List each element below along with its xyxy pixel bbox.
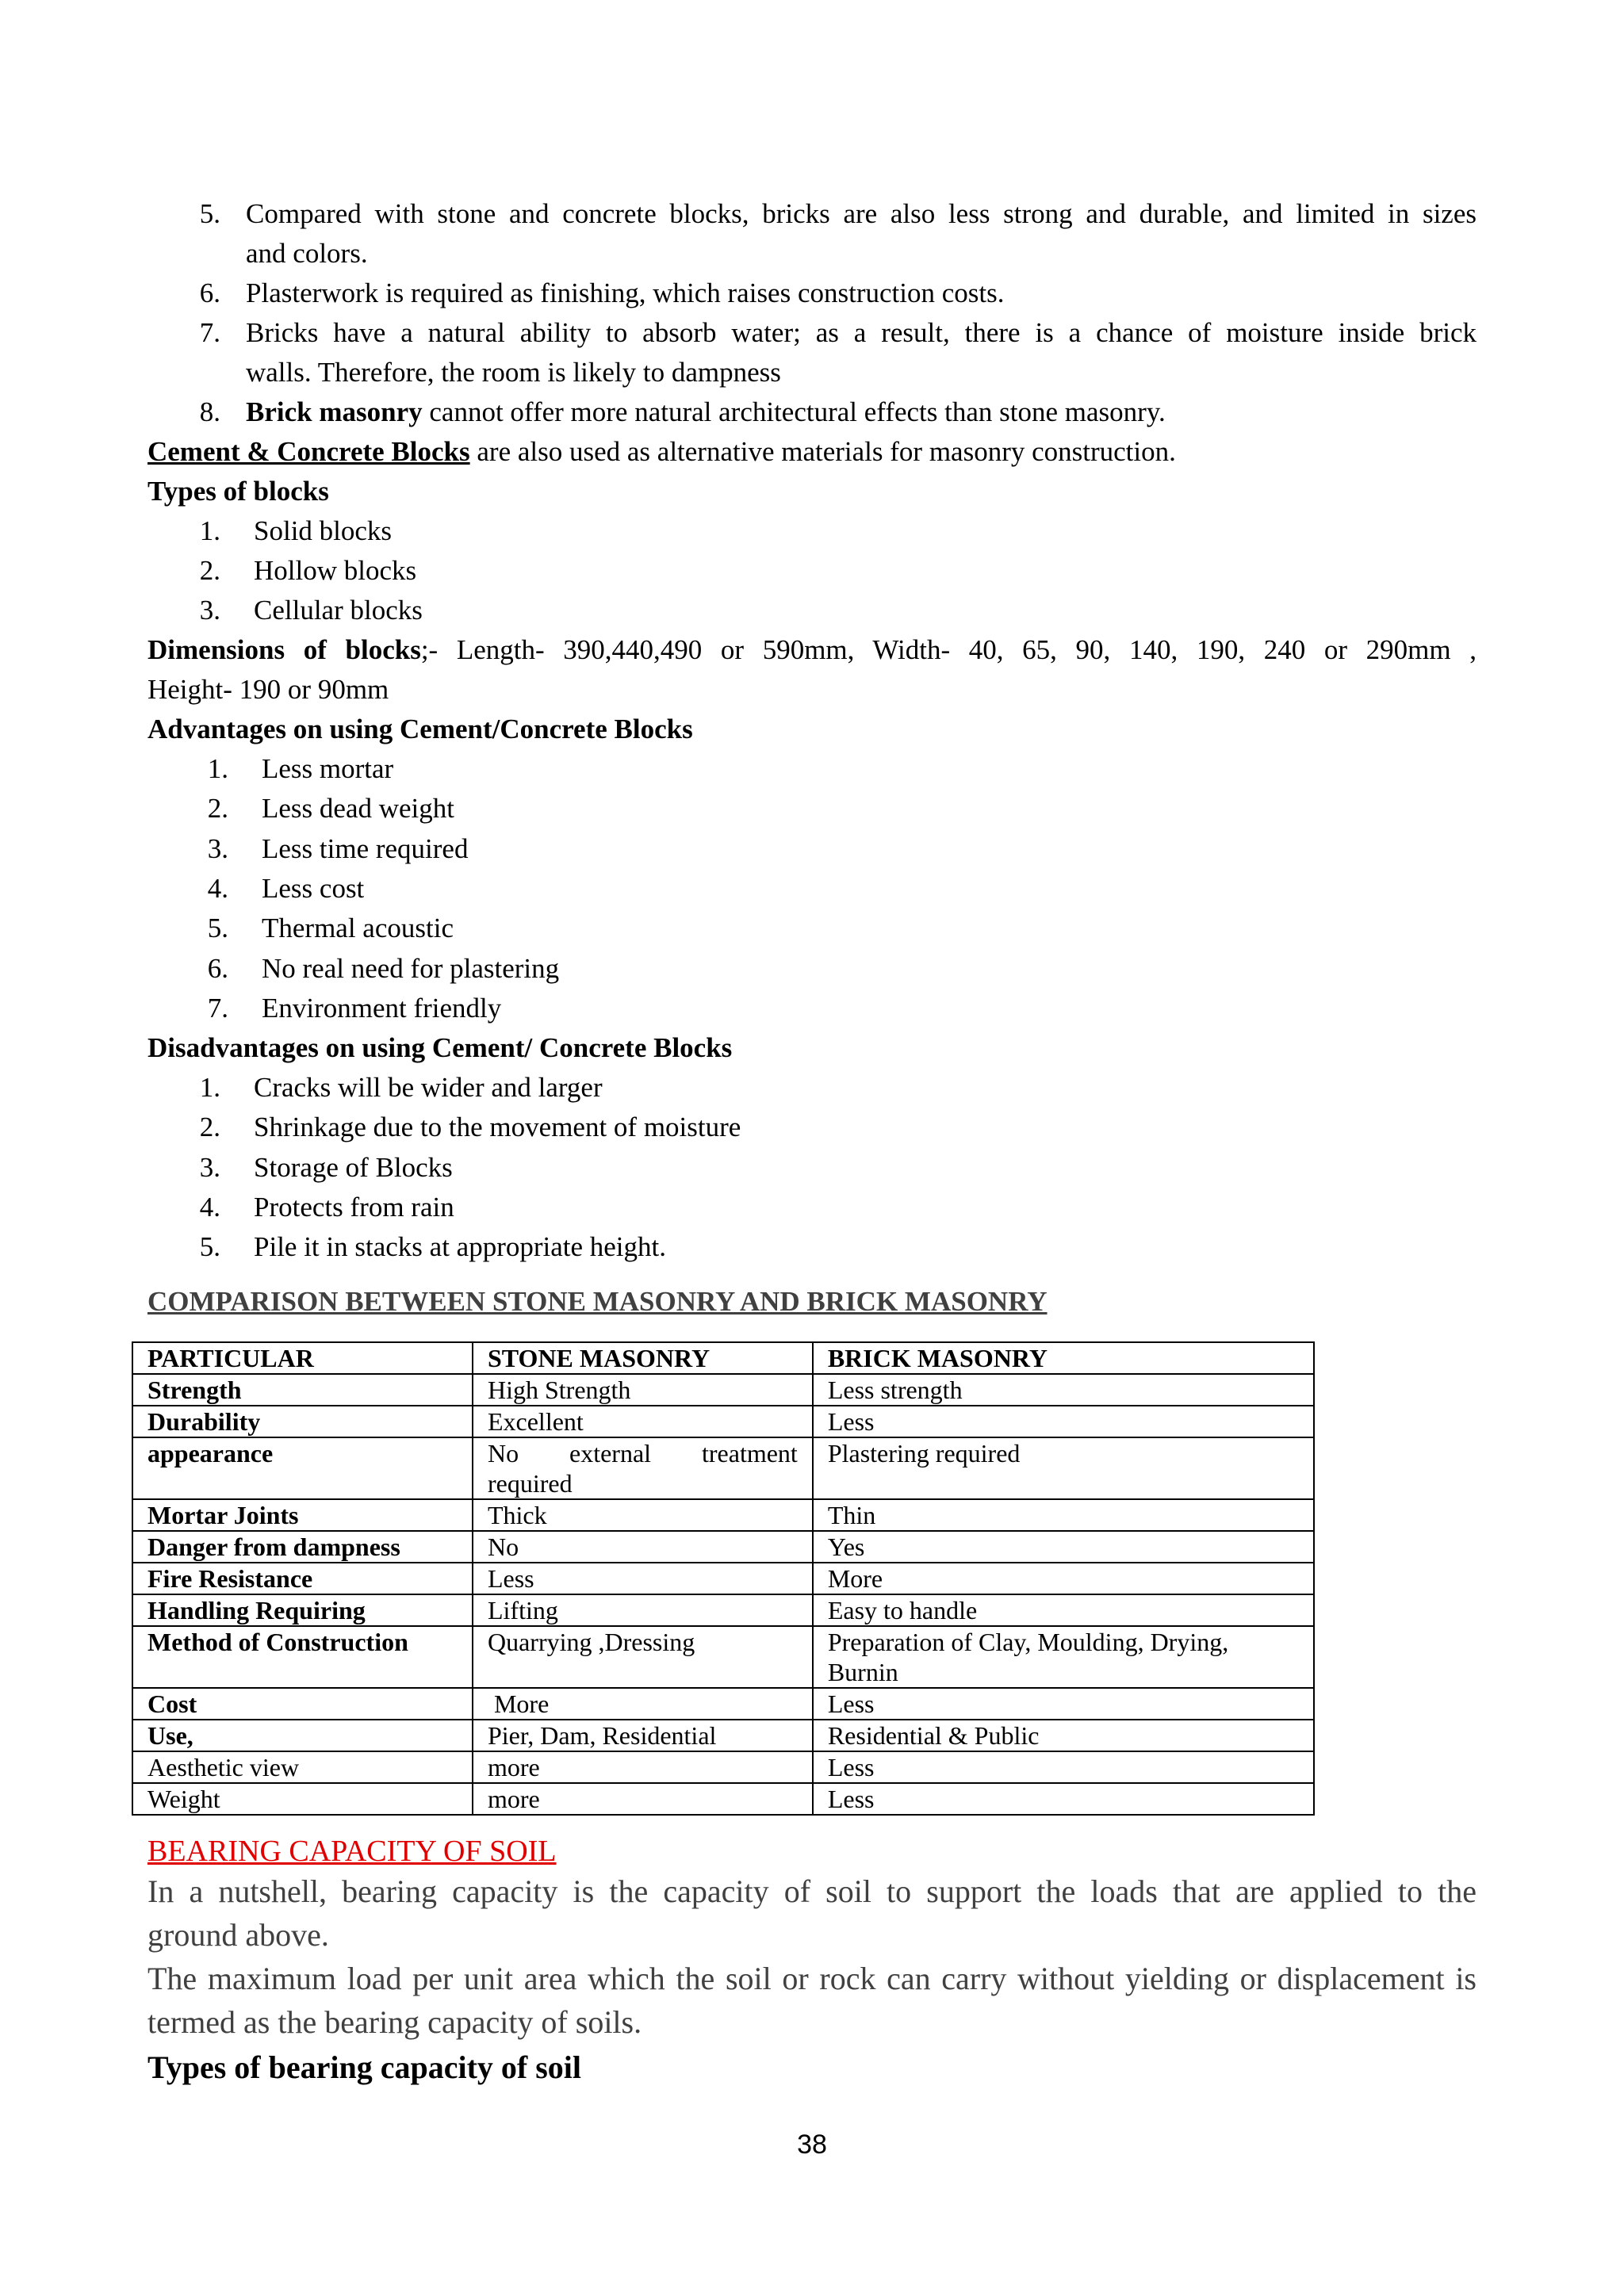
list-number: 1. [207,753,228,784]
brick-masonry-cell: Less [813,1406,1314,1437]
list-number: 3. [199,595,220,626]
brick-masonry-cell: Residential & Public [813,1720,1314,1751]
particular-cell: Method of Construction [132,1626,473,1688]
list-number: 4. [207,872,228,904]
table-row [132,1720,1314,1751]
particular-cell: appearance [132,1437,473,1499]
list-item-text: Plasterwork is required as finishing, which raises construction costs. [246,277,1005,308]
stone-masonry-cell: Thick [473,1499,813,1531]
bearing-paragraph-2-cont: termed as the bearing capacity of soils. [147,2004,642,2040]
brick-masonry-cell: Less [813,1688,1314,1720]
particular-cell: Handling Requiring [132,1594,473,1626]
stone-masonry-cell: No [473,1531,813,1563]
list-number: 7. [207,992,228,1024]
brick-masonry-cell: More [813,1563,1314,1594]
list-number: 5. [199,198,220,229]
list-item-text: Storage of Blocks [254,1151,453,1183]
particular-cell: Cost [132,1688,473,1720]
brick-masonry-cell: Less strength [813,1374,1314,1406]
stone-masonry-cell: Excellent [473,1406,813,1437]
stone-masonry-cell: Lifting [473,1594,813,1626]
list-item-rest: cannot offer more natural architectural effects than stone masonry. [422,396,1166,427]
stone-masonry-cell: More [473,1688,813,1720]
list-number: 7. [199,317,220,348]
list-number: 3. [207,832,228,864]
brick-masonry-cell: Plastering required [813,1437,1314,1499]
list-number: 2. [207,793,228,825]
list-item-text: No real need for plastering [262,952,560,984]
stone-masonry-cell: more [473,1751,813,1783]
bearing-paragraph-1-cont: ground above. [147,1917,329,1953]
brick-masonry-cell: Less [813,1783,1314,1815]
list-item-text: Compared with stone and concrete blocks, bricks are also less strong and durable, and limited in sizes [246,198,1477,229]
list-number: 1. [199,515,220,546]
particular-cell: Mortar Joints [132,1499,473,1531]
particular-cell: Weight [132,1783,473,1815]
list-number: 2. [199,1112,220,1143]
table-header-row [132,1342,1314,1374]
table-row [132,1499,1314,1531]
stone-masonry-cell: more [473,1783,813,1815]
brick-masonry-cell: Easy to handle [813,1594,1314,1626]
list-item-text: Cracks will be wider and larger [254,1072,603,1103]
list-number: 3. [199,1151,220,1183]
particular-cell: Use, [132,1720,473,1751]
list-item-text: Less time required [262,832,469,864]
list-item-text [246,392,1166,432]
list-number: 2. [199,555,220,586]
brick-masonry-cell: Thin [813,1499,1314,1531]
list-item-text: Environment friendly [262,992,502,1024]
list-item-text: Solid blocks [254,515,393,546]
bearing-paragraph-2: The maximum load per unit area which the soil or rock can carry without yielding or displacement is [147,1961,1477,1996]
dimensions-text: ;- Length- 390,440,490 or 590mm, Width- 40, 65, 90, 140, 190, 240 or 290mm , [420,634,1477,665]
list-number: 5. [207,913,228,944]
list-item-text: Hollow blocks [254,555,417,586]
stone-masonry-cell: High Strength [473,1374,813,1406]
types-of-blocks-heading: Types of blocks [147,476,329,507]
list-item-text: Less cost [262,872,365,904]
list-item-text: walls. Therefore, the room is likely to dampness [246,357,781,388]
table-row [132,1437,1314,1499]
dimensions-line-2: Height- 190 or 90mm [147,674,389,705]
advantages-heading: Advantages on using Cement/Concrete Blocks [147,714,693,744]
list-number: 5. [199,1231,220,1263]
list-item-text: Shrinkage due to the movement of moisture [254,1112,741,1143]
list-item-text: Protects from rain [254,1191,454,1223]
stone-masonry-cell: Pier, Dam, Residential [473,1720,813,1751]
list-item-text: Pile it in stacks at appropriate height. [254,1231,667,1263]
particular-cell: Durability [132,1406,473,1437]
table-header-cell: STONE MASONRY [473,1342,813,1374]
list-item-text: and colors. [246,238,368,269]
list-number: 4. [199,1191,220,1223]
brick-masonry-cell: Yes [813,1531,1314,1563]
page-number: 38 [797,2130,827,2160]
bearing-types-heading: Types of bearing capacity of soil [147,2049,582,2085]
table-row [132,1688,1314,1720]
list-number: 8. [199,396,220,427]
stone-masonry-cell: Quarrying ,Dressing [473,1626,813,1688]
particular-cell: Danger from dampness [132,1531,473,1563]
dimensions-label: Dimensions of blocks [147,634,421,665]
table-row [132,1563,1314,1594]
particular-cell: Strength [132,1374,473,1406]
list-item-text: Bricks have a natural ability to absorb water; as a result, there is a chance of moisture inside brick [246,317,1477,348]
stone-masonry-cell: No external treatment required [473,1437,813,1499]
disadvantages-heading: Disadvantages on using Cement/ Concrete Blocks [147,1032,733,1063]
cement-title: Cement & Concrete Blocks [147,436,470,467]
list-number: 1. [199,1072,220,1103]
particular-cell: Fire Resistance [132,1563,473,1594]
stone-masonry-cell: Less [473,1563,813,1594]
cement-paragraph [147,432,1176,472]
table-row [132,1406,1314,1437]
brick-masonry-cell: Less [813,1751,1314,1783]
bearing-paragraph-1: In a nutshell, bearing capacity is the capacity of soil to support the loads that are applied to the [147,1873,1477,1909]
table-header-cell: PARTICULAR [132,1342,473,1374]
comparison-table [132,1341,1315,1816]
table-row [132,1531,1314,1563]
list-number: 6. [207,952,228,984]
particular-cell: Aesthetic view [132,1751,473,1783]
table-row [132,1751,1314,1783]
list-item-text: Less mortar [262,753,394,784]
list-number: 6. [199,277,220,308]
list-item-text: Cellular blocks [254,595,423,626]
dimensions-line [147,630,1477,670]
brick-masonry-cell: Preparation of Clay, Moulding, Drying, Burnin [813,1626,1314,1688]
comparison-heading: COMPARISON BETWEEN STONE MASONRY AND BRICK MASONRY [147,1286,1048,1317]
table-row [132,1626,1314,1688]
table-header-cell: BRICK MASONRY [813,1342,1314,1374]
table-row [132,1594,1314,1626]
list-item-text: Less dead weight [262,793,454,825]
list-item-text: Thermal acoustic [262,913,454,944]
table-row [132,1374,1314,1406]
cement-rest: are also used as alternative materials for masonry construction. [469,436,1176,467]
bold-term: Brick masonry [246,396,423,427]
table-row [132,1783,1314,1815]
bearing-capacity-heading: BEARING CAPACITY OF SOIL [147,1835,557,1868]
